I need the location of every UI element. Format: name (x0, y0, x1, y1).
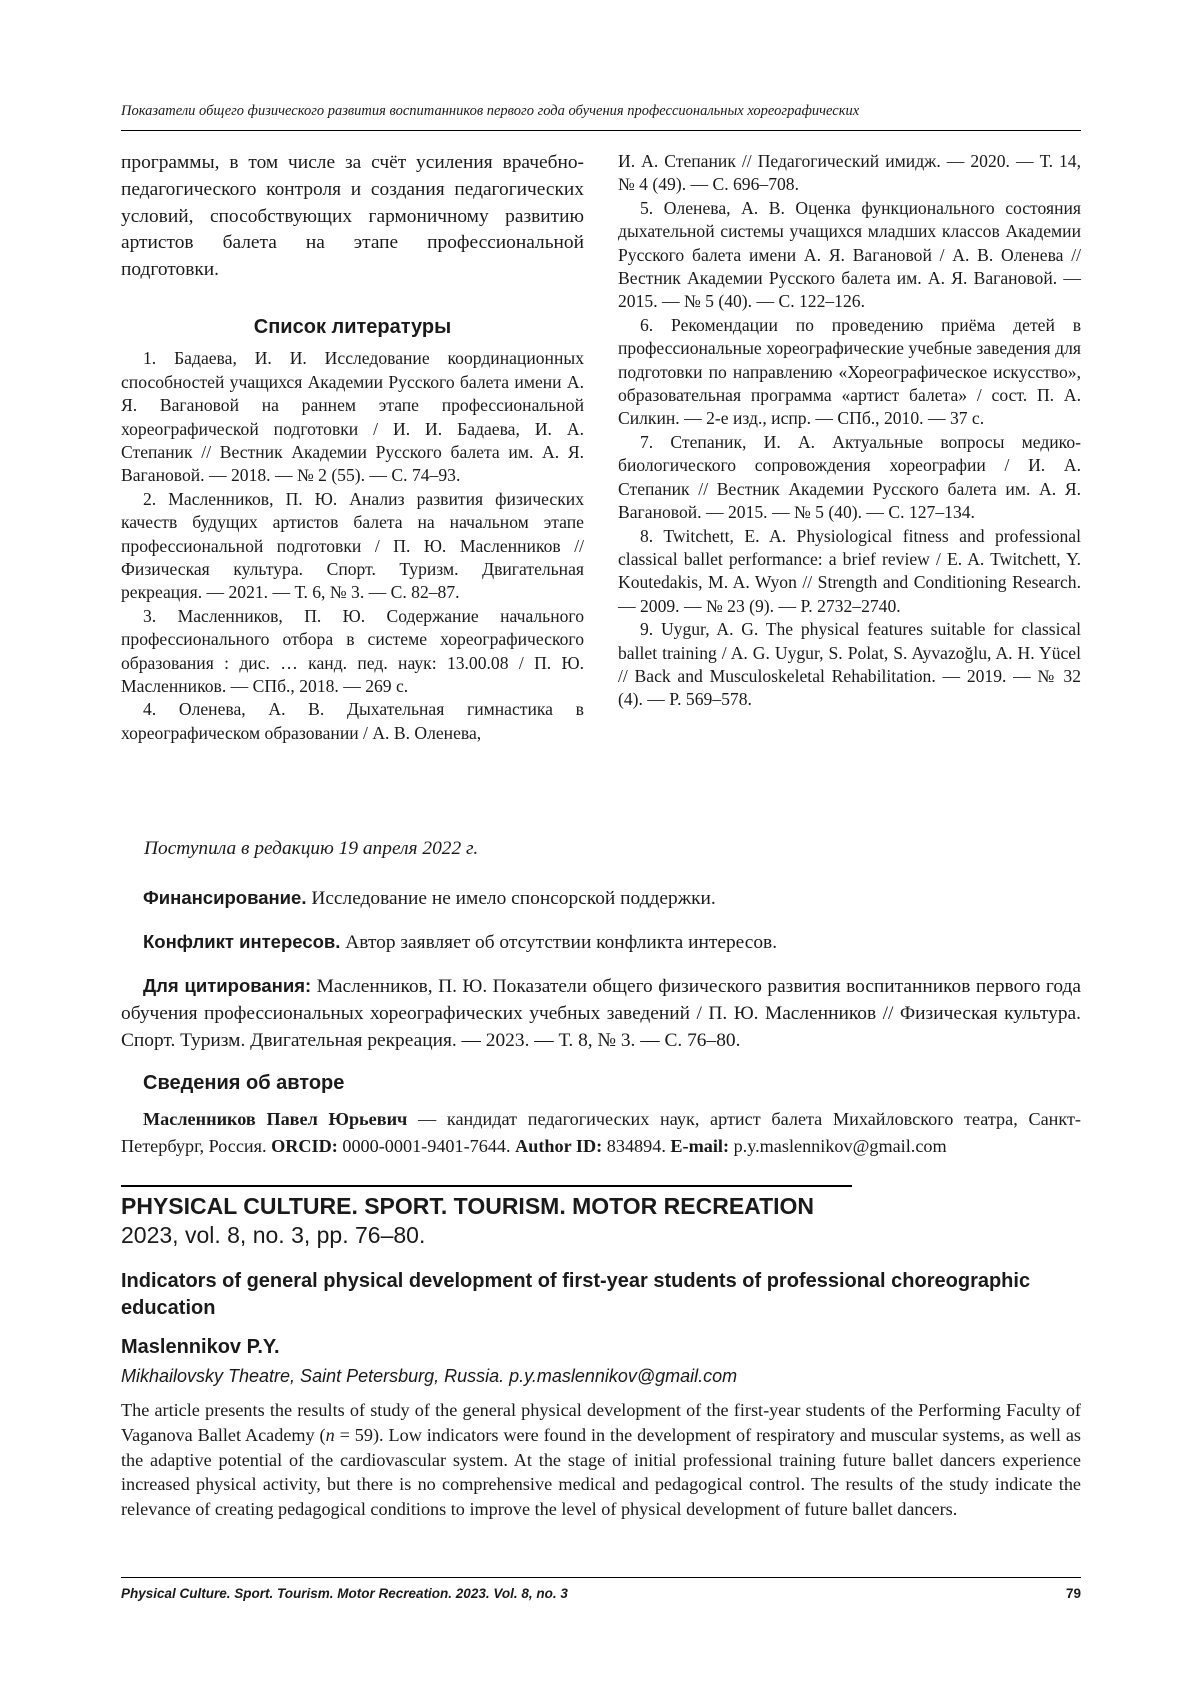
email-label: E-mail: (670, 1136, 730, 1156)
conflict-text: Автор заявляет об отсутствии конфликта интересов. (340, 932, 778, 953)
reference-item: 2. Масленников, П. Ю. Анализ развития физических качеств будущих артистов балета на начальном этапе профессиональной подготовки / П. Ю. Масленников // Физическая культура. Спорт. Туризм. Двигательная рекреация. — 2021. — Т. 6, № 3. — С. 82–87. (121, 488, 584, 603)
citation-label: Для цитирования: (143, 975, 312, 996)
reference-item: 5. Оленева, А. В. Оценка функционального состояния дыхательной системы учащихся младших классов Академии Русского балета имени А. Я. Вагановой / А. В. Оленева // Вестник Академии Русского балета им. А. Я. Вагановой. — 2015. — № 5 (40). — С. 122–126. (618, 197, 1081, 312)
reference-item: 7. Степаник, И. А. Актуальные вопросы медико-биологического сопровождения хореографии / И. А. Степаник // Вестник Академии Русского балета им. А. Я. Вагановой. — 2015. — № 5 (40). — С. 127–134. (618, 431, 1081, 523)
reference-item: 3. Масленников, П. Ю. Содержание начального профессионального отбора в системе хореографического образования : дис. … канд. пед. наук: 13.00.08 / П. Ю. Масленников. — СПб., 2018. — 269 с. (121, 605, 584, 697)
email-value: p.y.maslennikov@gmail.com (729, 1136, 947, 1156)
abstract-text-end: = 59). Low indicators were found in the development of respiratory and muscular systems, as well as the adaptive potential of the cardiovascular system. At the stage of initial professional training future ballet dancers experience increased physical activity, but there is no comprehensive medical and pedagogical control. The results of the study indicate the relevance of creating pedagogical conditions to improve the level of physical development of future ballet dancers. (121, 1424, 1082, 1520)
funding-text: Исследование не имело спонсорской поддержки. (306, 888, 716, 909)
author-info-heading: Сведения об авторе (143, 1072, 345, 1094)
author-description: — кандидат педагогических наук, артист балета Михайловского театра, Санкт-Петербург, Россия. (121, 1109, 1081, 1156)
conflict-statement (121, 928, 1081, 956)
english-article-title: Indicators of general physical development of first-year students of professional choreographic education (121, 1270, 1031, 1319)
reference-item: 4. Оленева, А. В. Дыхательная гимнастика в хореографическом образовании / А. В. Оленева, (121, 699, 584, 743)
body-paragraph: программы, в том числе за счёт усиления врачебно-педагогического контроля и создания педагогических условий, способствующих гармоничному развитию артистов балета на этапе профессиональной подготовки. (121, 152, 584, 281)
orcid-value: 0000-0001-9401-7644. (337, 1136, 516, 1156)
author-id-value: 834894. (602, 1136, 671, 1156)
english-section-rule (121, 1185, 852, 1187)
page-number: 79 (1065, 1586, 1081, 1601)
reference-item: 1. Бадаева, И. И. Исследование координационных способностей учащихся Академии Русского балета имени А. Я. Вагановой на раннем этапе профессиональной хореографической подготовки / И. И. Бадаева, И. А. Степаник // Вестник Академии Русского балета им. А. Я. Вагановой. — 2018. — № 2 (55). — С. 74–93. (121, 348, 584, 486)
english-abstract (121, 1398, 1081, 1522)
english-issue-info: 2023, vol. 8, no. 3, pp. 76–80. (121, 1222, 426, 1248)
author-info-text (121, 1106, 1081, 1160)
footer-rule (121, 1577, 1081, 1578)
conflict-label: Конфликт интересов. (143, 931, 341, 952)
reference-item: 8. Twitchett, E. A. Physiological fitness and professional classical ballet performance: a brief review / E. A. Twitchett, Y. Koutedakis, M. A. Wyon // Strength and Conditioning Research. — 2009. — № 23 (9). — P. 2732–2740. (618, 525, 1081, 616)
citation-text: Масленников, П. Ю. Показатели общего физического развития воспитанников первого года обучения профессиональных хореографических учебных заведений / П. Ю. Масленников // Физическая культура. Спорт. Туризм. Двигательная рекреация. — 2023. — Т. 8, № 3. — С. 76–80. (121, 976, 1081, 1051)
reference-item: 9. Uygur, A. G. The physical features suitable for classical ballet training / A. G. Uygur, S. Polat, S. Ayvazoğlu, A. H. Yücel // Back and Musculoskeletal Rehabilitation. — 2019. — № 32 (4). — P. 569–578. (618, 619, 1081, 710)
english-journal-title: PHYSICAL CULTURE. SPORT. TOURISM. MOTOR RECREATION (121, 1193, 815, 1219)
orcid-label: ORCID: (271, 1136, 338, 1156)
reference-item-continued: И. А. Степаник // Педагогический имидж. — 2020. — Т. 14, № 4 (49). — С. 696–708. (618, 151, 1081, 195)
received-date: Поступила в редакцию 19 апреля 2022 г. (144, 838, 479, 859)
abstract-text-start: The article presents the results of study of the general physical development of the first-year students of the Performing Faculty of Vaganova Ballet Academy ( (121, 1400, 1081, 1445)
footer-journal: Physical Culture. Sport. Tourism. Motor Recreation. 2023. Vol. 8, no. 3 (121, 1586, 568, 1601)
funding-label: Финансирование. (143, 887, 307, 908)
reference-item: 6. Рекомендации по проведению приёма детей в профессиональные хореографические учебные заведения для подготовки по направлению «Хореографическое искусство», образовательная программа «артист балета» / сост. П. А. Силкин. — 2-е изд., испр. — СПб., 2010. — 37 с. (618, 314, 1081, 429)
funding-statement (121, 884, 1081, 912)
citation-statement (121, 972, 1081, 1054)
right-column (618, 150, 1081, 712)
english-author: Maslennikov P.Y. (121, 1336, 280, 1358)
author-name: Масленников Павел Юрьевич (143, 1109, 408, 1129)
running-head: Показатели общего физического развития воспитанников первого года обучения профессиональных хореографических (121, 103, 860, 119)
abstract-n-symbol: n (325, 1424, 335, 1445)
header-rule (121, 130, 1081, 131)
references-heading: Список литературы (253, 315, 452, 338)
english-affiliation: Mikhailovsky Theatre, Saint Petersburg, Russia. p.y.maslennikov@gmail.com (121, 1366, 738, 1386)
author-id-label: Author ID: (515, 1136, 603, 1156)
left-column (121, 150, 584, 745)
